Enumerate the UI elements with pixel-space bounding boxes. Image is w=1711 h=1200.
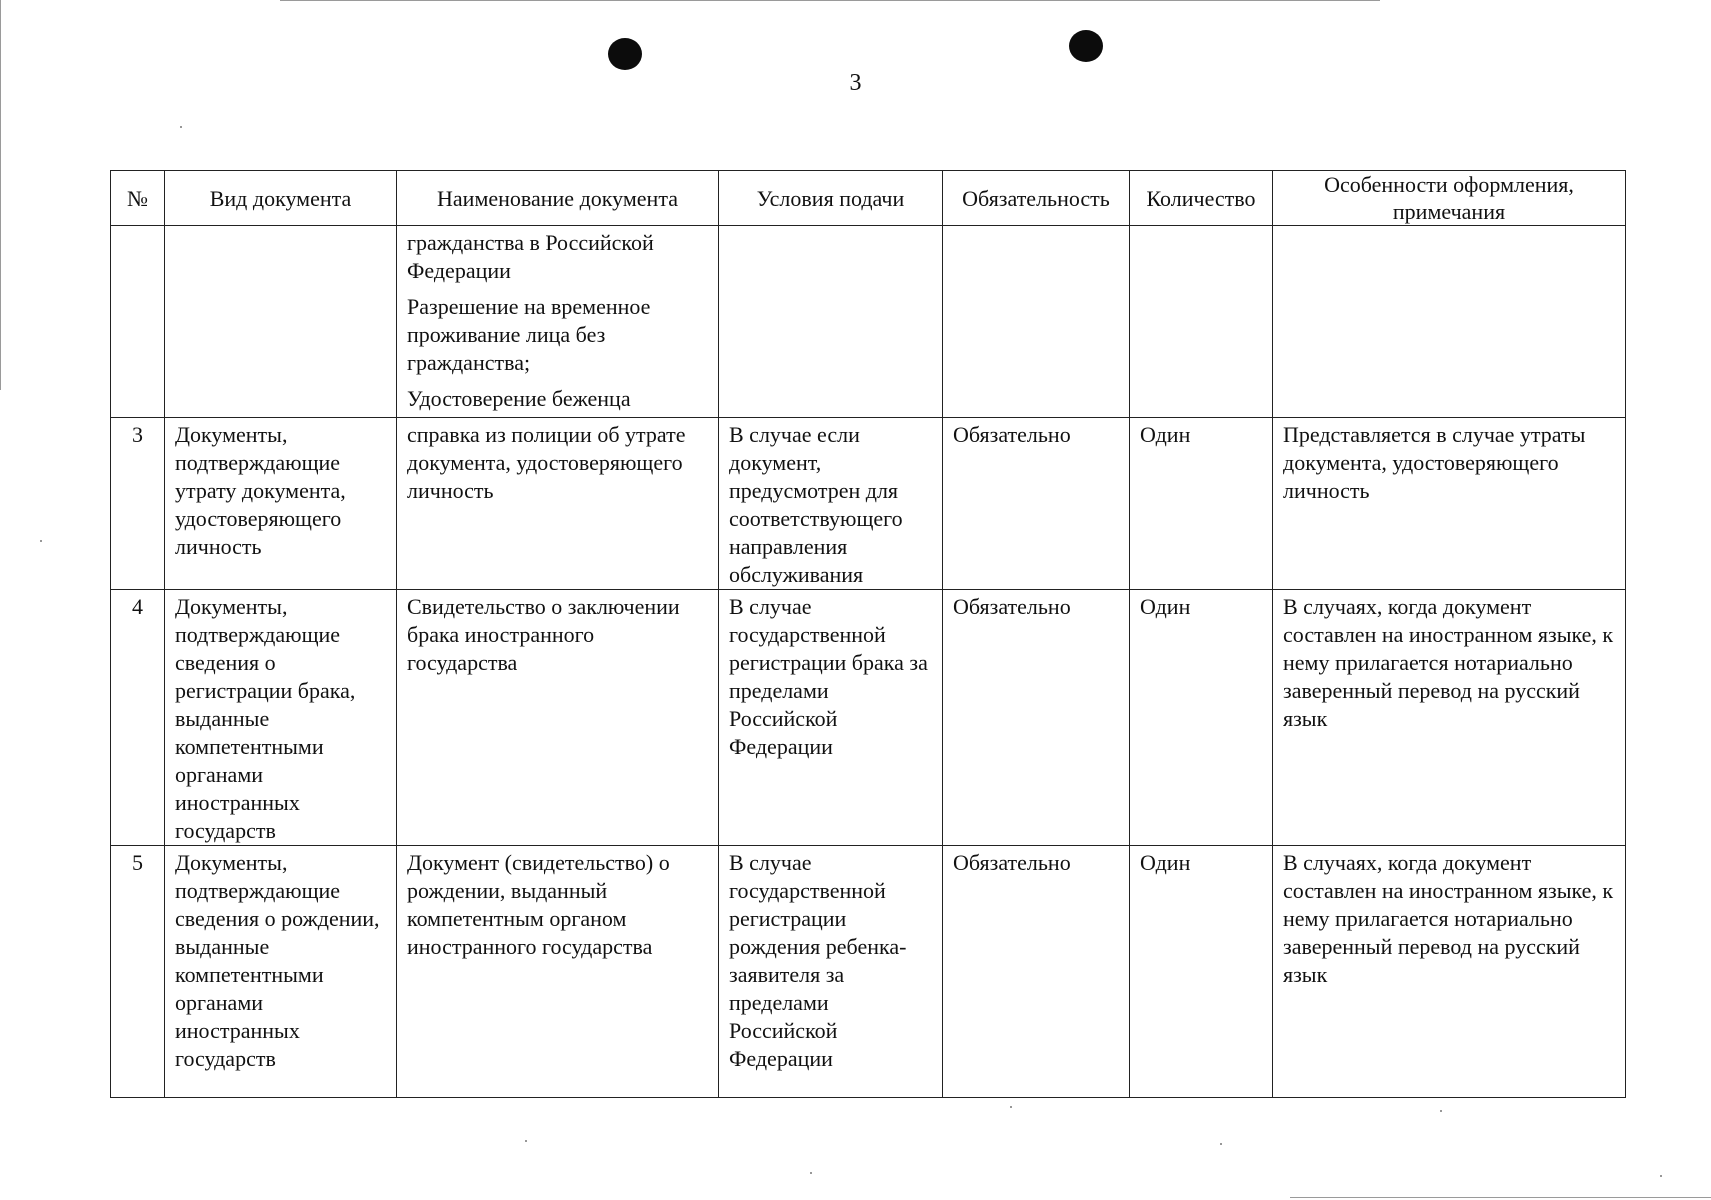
cell-quantity — [1130, 226, 1273, 418]
cell-conditions: В случае если документ, предусмотрен для соответствующего направления обслуживания — [719, 418, 943, 590]
cell-number: 5 — [111, 846, 165, 1098]
cell-notes: В случаях, когда документ составлен на иностранном языке, к нему прилагается нотариально заверенный перевод на русский язык — [1273, 590, 1626, 846]
scan-edge-bottom — [1290, 1197, 1711, 1198]
table-row — [111, 846, 1626, 1098]
cell-number — [111, 226, 165, 418]
cell-conditions: В случае государственной регистрации брака за пределами Российской Федерации — [719, 590, 943, 846]
cell-notes: В случаях, когда документ составлен на иностранном языке, к нему прилагается нотариально заверенный перевод на русский язык — [1273, 846, 1626, 1098]
cell-quantity: Один — [1130, 846, 1273, 1098]
cell-number: 4 — [111, 590, 165, 846]
header-doc-type: Вид документа — [165, 171, 397, 226]
continuation-name-1: гражданства в Российской Федерации — [407, 230, 654, 283]
cell-quantity: Один — [1130, 590, 1273, 846]
cell-number: 3 — [111, 418, 165, 590]
scan-speck — [1220, 1143, 1222, 1145]
punch-hole-right — [1069, 30, 1103, 62]
scan-speck — [1440, 1110, 1442, 1112]
scan-speck — [810, 1172, 812, 1174]
scan-speck — [525, 1140, 527, 1142]
header-quantity: Количество — [1130, 171, 1273, 226]
cell-doc-name: Свидетельство о заключении брака иностранного государства — [397, 590, 719, 846]
cell-doc-type: Документы, подтверждающие утрату документа, удостоверяющего личность — [165, 418, 397, 590]
scan-edge-top — [280, 0, 1380, 1]
cell-doc-type — [165, 226, 397, 418]
cell-doc-name: Документ (свидетельство) о рождении, выданный компетентным органом иностранного государства — [397, 846, 719, 1098]
scan-speck — [40, 540, 42, 542]
header-obligation: Обязательность — [943, 171, 1130, 226]
cell-conditions: В случае государственной регистрации рождения ребенка-заявителя за пределами Российской Федерации — [719, 846, 943, 1098]
cell-obligation — [943, 226, 1130, 418]
cell-doc-name: справка из полиции об утрате документа, удостоверяющего личность — [397, 418, 719, 590]
cell-doc-type: Документы, подтверждающие сведения о рождении, выданные компетентными органами иностранных государств — [165, 846, 397, 1098]
page-number: 3 — [849, 70, 862, 96]
scan-speck — [1660, 1175, 1662, 1177]
header-notes: Особенности оформления, примечания — [1273, 171, 1626, 226]
table-row — [111, 418, 1626, 590]
cell-obligation: Обязательно — [943, 590, 1130, 846]
header-number: № — [111, 171, 165, 226]
scan-speck — [180, 126, 182, 128]
table-row — [111, 590, 1626, 846]
cell-quantity: Один — [1130, 418, 1273, 590]
cell-conditions — [719, 226, 943, 418]
scan-edge-left — [0, 0, 1, 390]
header-conditions: Условия подачи — [719, 171, 943, 226]
cell-notes — [1273, 226, 1626, 418]
cell-doc-type: Документы, подтверждающие сведения о регистрации брака, выданные компетентными органами иностранных государств — [165, 590, 397, 846]
cell-notes: Представляется в случае утраты документа, удостоверяющего личность — [1273, 418, 1626, 590]
cell-obligation: Обязательно — [943, 846, 1130, 1098]
header-doc-name: Наименование документа — [397, 171, 719, 226]
cell-doc-name — [397, 226, 719, 418]
cell-obligation: Обязательно — [943, 418, 1130, 590]
continuation-name-3: Удостоверение беженца — [407, 386, 631, 411]
documents-table — [110, 170, 1626, 1098]
punch-hole-left — [608, 38, 642, 70]
scan-speck — [1010, 1106, 1012, 1108]
table-header-row — [111, 171, 1626, 226]
table-row-continuation — [111, 226, 1626, 418]
continuation-name-2: Разрешение на временное проживание лица без гражданства; — [407, 294, 651, 375]
